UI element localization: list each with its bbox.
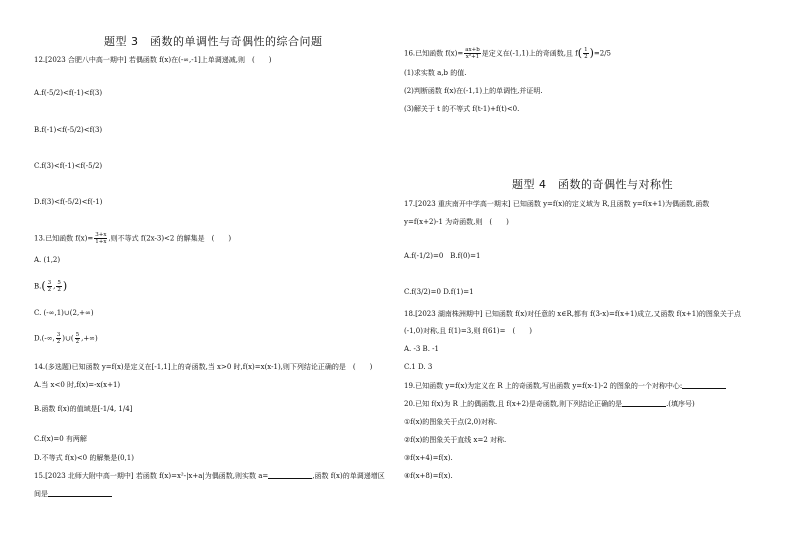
- q13-d-frac1: [56, 332, 62, 345]
- q13-d-union: ∪: [64, 334, 71, 343]
- q13-fraction: [94, 232, 107, 245]
- q12-option-b: B.f(-1)<f(-5/2)<f(3): [34, 126, 103, 134]
- q13-stem-after: ,则不等式 f(2x-3)<2 的解集是 ( ): [108, 234, 232, 243]
- q20-option-2: ②f(x)的图象关于直线 x=2 对称.: [404, 436, 507, 444]
- q13-d-num1: 3: [56, 332, 61, 338]
- q15-blank-a[interactable]: [268, 471, 312, 479]
- q20-option-4: ④f(x+8)=f(x).: [404, 472, 453, 480]
- q13-option-c: C. (-∞,1)∪(2,+∞): [34, 309, 94, 317]
- q20-option-3: ③f(x+4)=f(x).: [404, 454, 453, 462]
- q18-line1: 18.[2023 湖南株洲期中] 已知函数 f(x)对任意的 x∈R,都有 f(3-x)=f(x+1)成立,又函数 f(x+1)的图象关于点: [404, 310, 741, 318]
- q17-line1: 17.[2023 重庆南开中学高一期末] 已知函数 y=f(x)的定义域为 R,且函数 y=f(x+1)为偶函数,函数: [404, 200, 710, 208]
- q13-stem: [34, 232, 231, 245]
- q13-d-frac2: [75, 332, 81, 345]
- q12-option-d: D.f(3)<f(-5/2)<f(-1): [34, 198, 103, 206]
- q16-head-c: =: [593, 49, 600, 58]
- q19: [404, 381, 726, 391]
- q15-line2-text: 间是: [34, 490, 48, 498]
- q13-option-d-label: D.: [34, 334, 42, 343]
- q15-line1-b: ,函数 f(x)的单调递增区: [312, 472, 385, 480]
- q13-b-den1: 2: [47, 287, 52, 293]
- q15-blank-b[interactable]: [48, 489, 112, 497]
- q16-part2: (2)判断函数 f(x)在(-1,1)上的单调性,并证明.: [404, 87, 543, 95]
- q13-option-a: A. (1,2): [34, 256, 61, 264]
- q20-option-1: ①f(x)的图象关于点(2,0)对称.: [404, 418, 498, 426]
- q13-frac-den: 1+x: [95, 239, 107, 245]
- q13-d-part4: ,+∞): [81, 334, 98, 343]
- section-title-3: 题型 3 函数的单调性与奇偶性的综合问题: [104, 35, 323, 48]
- q20-stem: [404, 399, 695, 409]
- q16-part1: (1)求实数 a,b 的值.: [404, 69, 467, 77]
- q16-half: $\frac{1}{2}$: [584, 47, 588, 60]
- q17-options-cd: C.f(3/2)=0 D.f(1)=1: [404, 288, 474, 296]
- q18-options-cd: C.1 D. 3: [404, 363, 433, 371]
- q14-option-d: D.不等式 f(x)<0 的解集是(0,1): [34, 454, 134, 462]
- q16-head-val: 2/5: [599, 49, 611, 58]
- q16-head-a: 16.已知函数 f(x)=: [404, 49, 464, 58]
- q18-options-ab: A. -3 B. -1: [404, 345, 439, 353]
- q16-fraction: [464, 47, 481, 60]
- q13-d-den2: 2: [75, 339, 80, 345]
- q19-blank[interactable]: [682, 381, 726, 389]
- q14-option-c: C.f(x)=0 有两解: [34, 435, 87, 443]
- q13-b-num1: 3: [47, 280, 52, 286]
- q19-text: 19.已知函数 y=f(x)为定义在 R 上的奇函数,写出函数 y=f(x-1)-2 的图象的一个对称中心:: [404, 382, 683, 390]
- q12-option-c: C.f(3)<f(-1)<f(-5/2): [34, 162, 103, 170]
- q20-stem-a: 20.已知 f(x)为 R 上的偶函数,且 f(x+2)是奇函数,则下列结论正确的是: [404, 400, 623, 408]
- q12-option-a: A.f(-5/2)<f(-1)<f(3): [34, 89, 103, 97]
- q14-b-before: B.函数 f(x)的值域是: [34, 405, 98, 413]
- q13-b-frac1: [47, 280, 53, 293]
- q20-blank[interactable]: [622, 399, 666, 407]
- q20-stem-b: .(填序号): [666, 400, 695, 408]
- q16-head-b: 是定义在(-1,1)上的奇函数,且 f: [481, 49, 578, 58]
- q16-frac-den: x²+1: [465, 54, 480, 60]
- q13-option-d: [34, 332, 98, 345]
- q13-d-num2: 5: [75, 332, 80, 338]
- q16-stem: 16.已知函数 f(x)= $\frac{ax+b}{\text{x²+1}}$ 是定义在(-1,1)上的奇函数,且 f( $\frac{1}{2}$ )=2/5: [404, 46, 611, 60]
- q12-stem: 12.[2023 合肥八中高一期中] 若偶函数 f(x)在(-∞,-1]上单调递减,则 ( ): [34, 56, 272, 64]
- q17-line2: y=f(x+2)-1 为奇函数,则 ( ): [404, 218, 509, 226]
- q14-stem: 14.(多选题)已知函数 y=f(x)是定义在[-1,1]上的奇函数,当 x>0 时,f(x)=x(x-1),则下列结论正确的是 ( ): [34, 363, 373, 371]
- q13-option-b-label: B.: [34, 282, 42, 291]
- q14-option-b: [34, 404, 132, 414]
- q13-frac-num: 3+x: [95, 232, 107, 238]
- q15-line1: [34, 471, 385, 481]
- q15-line2: [34, 489, 112, 499]
- q13-d-den1: 2: [56, 339, 61, 345]
- q16-frac-num: ax+b: [465, 47, 480, 53]
- q15-line1-a: 15.[2023 北师大附中高一期中] 若函数 f(x)=x²-|x+a|为偶函数,则实数 a=: [34, 472, 269, 480]
- q13-d-part3: (: [70, 334, 74, 343]
- q13-stem-before: 13.已知函数 f(x)=: [34, 234, 94, 243]
- section-title-4: 题型 4 函数的奇偶性与对称性: [512, 178, 673, 191]
- q13-b-num2: 5: [57, 280, 61, 286]
- q14-option-a: A.当 x<0 时,f(x)=-x(x+1): [34, 381, 121, 389]
- q17-options-ab: A.f(-1/2)=0 B.f(0)=1: [404, 252, 481, 260]
- q13-b-den2: 2: [57, 287, 61, 293]
- q16-part3: (3)解关于 t 的不等式 f(t-1)+f(t)<0.: [404, 105, 520, 113]
- q13-d-part1: (-∞,: [41, 334, 55, 343]
- q13-b-frac2: [56, 280, 62, 293]
- q13-option-b: B.( $\frac{3}{2}$ , $\frac{5}{2}$ ): [34, 279, 68, 293]
- q13-d-part2: ): [62, 334, 65, 343]
- q14-b-range: [-1/4, 1/4]: [97, 405, 133, 413]
- q18-line2: (-1,0)对称,且 f(1)=3,则 f(61)= ( ): [404, 327, 532, 335]
